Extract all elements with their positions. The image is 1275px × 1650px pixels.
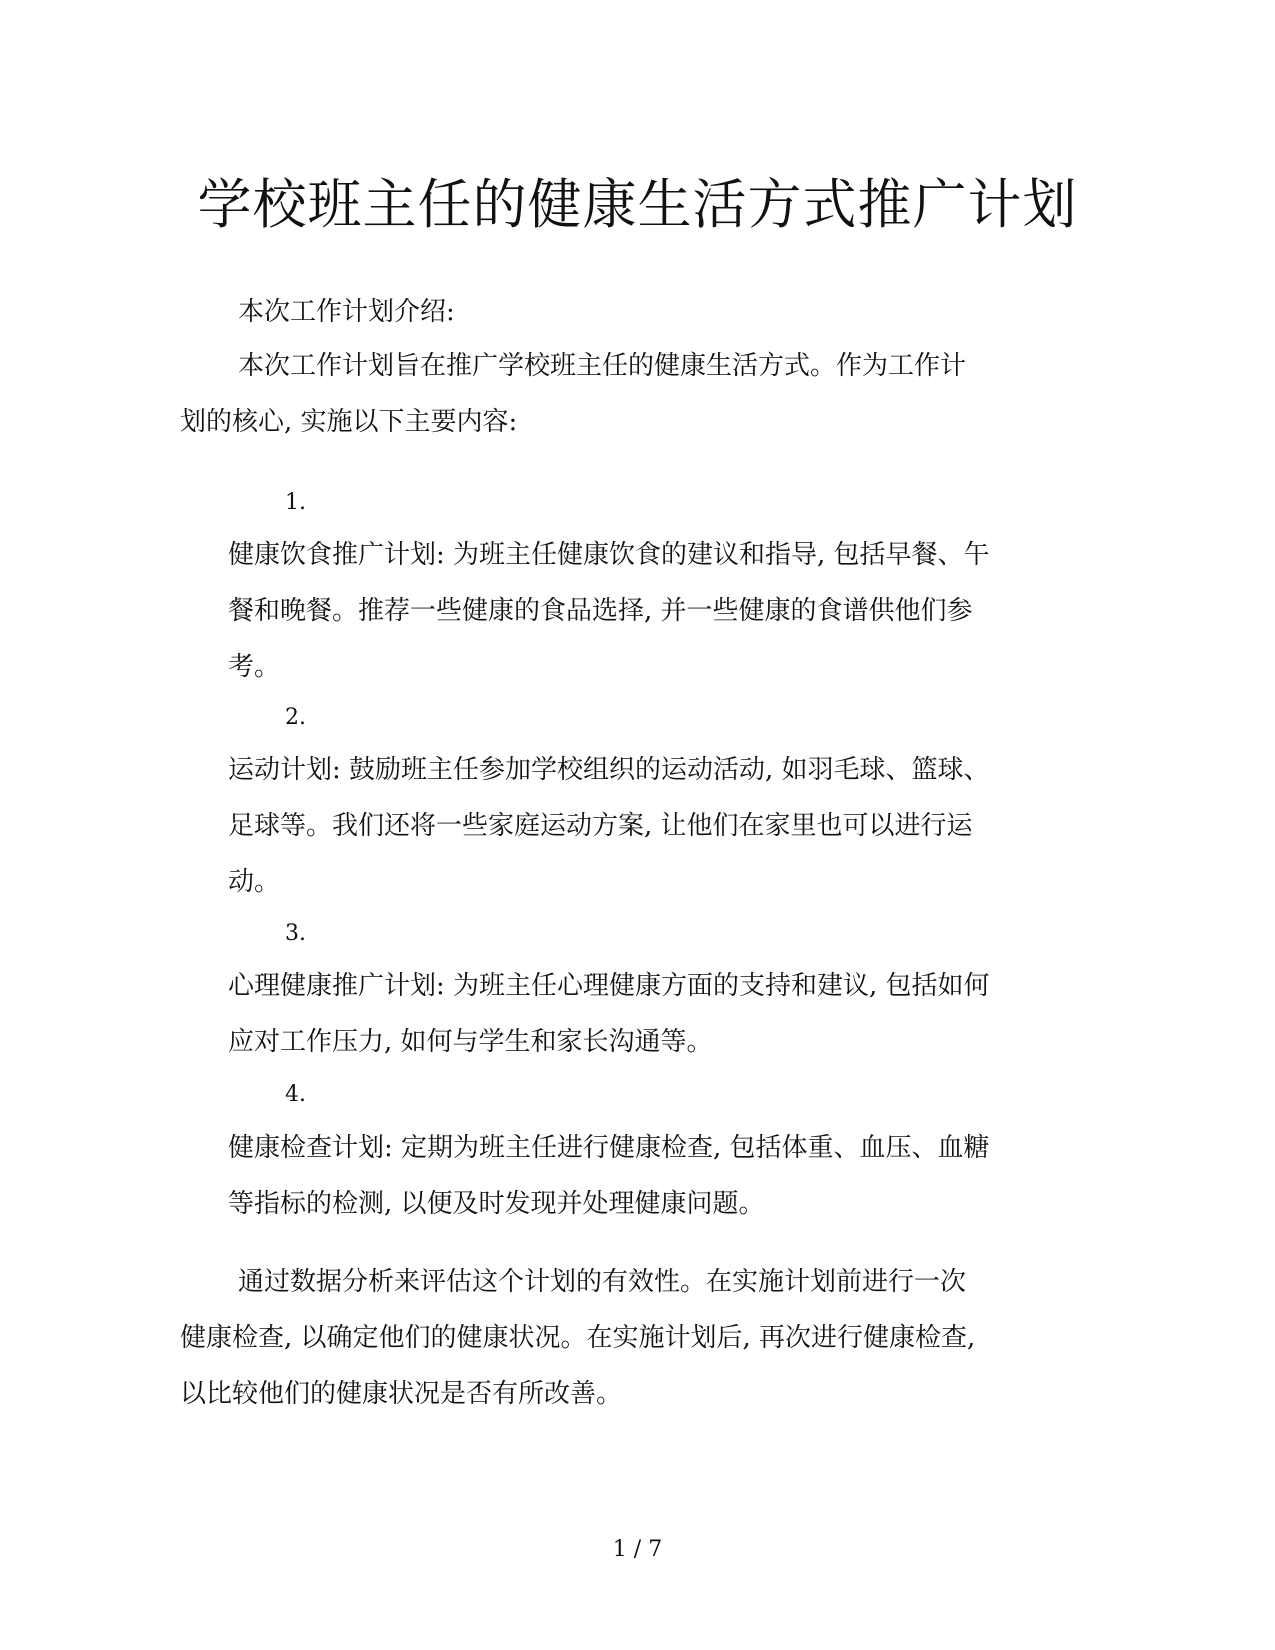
intro-heading: 本次工作计划介绍:: [238, 297, 455, 327]
list-item-line: 餐和晚餐。推荐一些健康的食品选择, 并一些健康的食谱供他们参: [228, 596, 973, 626]
list-item-number: 4.: [285, 1082, 306, 1107]
intro-line: 划的核心, 实施以下主要内容:: [180, 407, 518, 437]
closing-line: 以比较他们的健康状况是否有所改善。: [180, 1379, 623, 1409]
list-item-line: 等指标的检测, 以便及时发现并处理健康问题。: [228, 1189, 765, 1219]
list-item-number: 3.: [285, 921, 306, 946]
list-item-text: [228, 527, 990, 695]
intro-paragraph: [180, 338, 966, 450]
list-item-line: 健康检查计划: 定期为班主任进行健康检查, 包括体重、血压、血糖: [228, 1133, 990, 1163]
list-item-text: [228, 1120, 990, 1232]
list-item-text: [228, 742, 990, 910]
list-item-text: [228, 958, 990, 1070]
list-item-line: 足球等。我们还将一些家庭运动方案, 让他们在家里也可以进行运: [228, 811, 973, 841]
closing-line: 通过数据分析来评估这个计划的有效性。在实施计划前进行一次: [238, 1267, 967, 1297]
intro-line: 本次工作计划旨在推广学校班主任的健康生活方式。作为工作计: [238, 351, 967, 381]
list-item-number: 1.: [285, 490, 306, 515]
document-title: 学校班主任的健康生活方式推广计划: [197, 173, 1078, 236]
list-item-number: 2.: [285, 705, 306, 730]
closing-paragraph: [180, 1254, 975, 1422]
list-item-line: 心理健康推广计划: 为班主任心理健康方面的支持和建议, 包括如何: [228, 971, 990, 1001]
list-item-line: 应对工作压力, 如何与学生和家长沟通等。: [228, 1027, 713, 1057]
list-item-line: 健康饮食推广计划: 为班主任健康饮食的建议和指导, 包括早餐、午: [228, 540, 990, 570]
list-item-line: 动。: [228, 867, 281, 897]
closing-line: 健康检查, 以确定他们的健康状况。在实施计划后, 再次进行健康检查,: [180, 1323, 976, 1353]
list-item-line: 考。: [228, 652, 281, 682]
page-number: 1 / 7: [612, 1537, 663, 1562]
list-item-line: 运动计划: 鼓励班主任参加学校组织的运动活动, 如羽毛球、篮球、: [228, 755, 990, 785]
